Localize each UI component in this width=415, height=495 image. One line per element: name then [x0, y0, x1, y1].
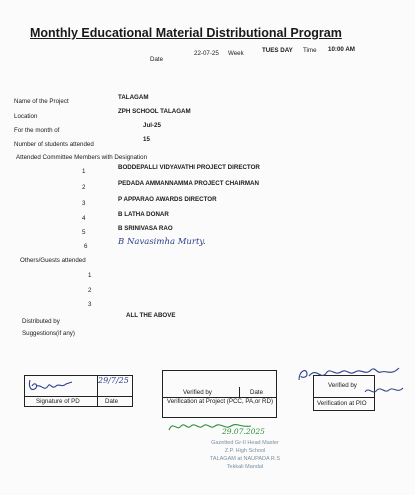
location-value: ZPH SCHOOL TALAGAM [118, 108, 191, 115]
time-value: 10:00 AM [328, 46, 355, 53]
guests-heading: Others/Guests attended [20, 257, 86, 264]
month-value: Jul-25 [143, 122, 161, 129]
pio-signature-icon [295, 362, 410, 402]
member-number: 4 [82, 215, 86, 222]
member-number: 6 [84, 243, 88, 250]
project-verified-by: Verified by [183, 389, 212, 396]
suggestions-label: Suggestions(if any) [22, 330, 75, 337]
date-value: 22-07-25 [194, 50, 219, 57]
member-number: 5 [82, 229, 86, 236]
member-number: 1 [82, 168, 86, 175]
project-date-label: Date [250, 389, 264, 396]
member-name: BODDEPALLI VIDYAVATHI PROJECT DIRECTOR [118, 164, 260, 171]
member-name: B SRINIVASA RAO [118, 225, 173, 232]
pio-verified-by: Verified by [328, 382, 357, 389]
guest-number: 2 [88, 287, 92, 294]
week-label: Week [228, 50, 244, 57]
stamp-line: TALAGAM at NAUPADA R.S [209, 456, 281, 462]
project-verification-label: Verification at Project (PCC, PA,or RD) [166, 398, 274, 405]
member-number: 2 [82, 184, 86, 191]
pd-signature-label: Signature of PD [36, 398, 80, 405]
pd-signature-icon [26, 374, 78, 396]
distributed-by-label: Distributed by [22, 318, 60, 325]
member-name: B LATHA DONAR [118, 211, 169, 218]
location-label: Location [14, 113, 38, 120]
time-label: Time [303, 47, 317, 54]
month-label: For the month of [14, 127, 60, 134]
date-label: Date [150, 56, 164, 63]
distributed-by-value: ALL THE ABOVE [126, 312, 176, 319]
member-number: 3 [82, 200, 86, 207]
member-name: PEDADA AMMANNAMMA PROJECT CHAIRMAN [118, 180, 259, 187]
committee-heading: Attended Committee Members with Designation [16, 154, 148, 161]
pio-verification-label: Verification at PIO [317, 400, 367, 407]
stamp-line: Z.P. High School [224, 448, 266, 454]
project-label: Name of the Project [14, 98, 69, 105]
document-title: Monthly Educational Material Distributional Program [30, 26, 342, 40]
member-name-handwritten: B Navasimha Murty. [118, 237, 206, 247]
member-name: P APPARAO AWARDS DIRECTOR [118, 196, 217, 203]
students-label: Number of students attended [14, 141, 94, 148]
guest-number: 3 [88, 301, 92, 308]
guest-number: 1 [88, 272, 92, 279]
pd-date-label: Date [105, 398, 119, 405]
stamp-line: Gazetted Gr-II Head Master [211, 440, 279, 446]
pd-handwritten-date: 29/7/25 [98, 376, 129, 385]
stamp-handwritten-date: 29.07.2025 [222, 427, 265, 436]
students-value: 15 [143, 136, 150, 143]
week-value: TUES DAY [262, 47, 293, 54]
project-value: TALAGAM [118, 94, 149, 101]
stamp-line: Tekkali Mandal [226, 464, 264, 470]
